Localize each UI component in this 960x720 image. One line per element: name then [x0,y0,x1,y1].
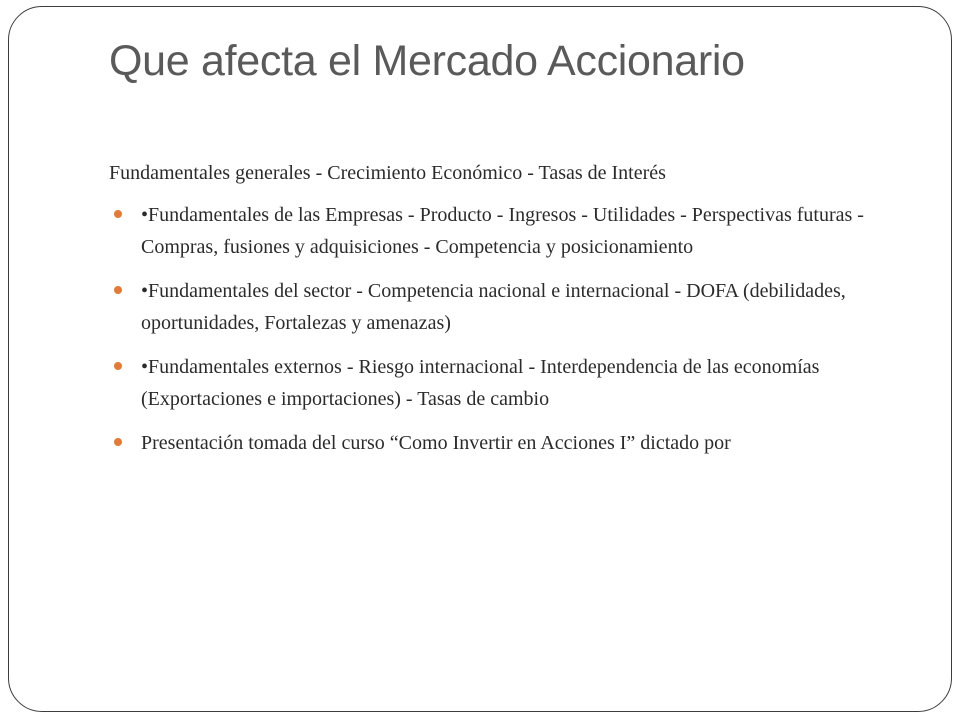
bullet-item [109,199,909,263]
bullet-dot-icon [114,286,122,294]
bullet-text: Presentación tomada del curso “Como Invertir en Acciones I” dictado por [141,432,731,454]
bullet-dot-icon [114,438,122,446]
slide-title: Que afecta el Mercado Accionario [109,37,745,85]
bullet-item [109,275,909,339]
slide-frame [8,6,952,712]
bullet-item [109,351,909,415]
bullet-text: •Fundamentales externos - Riesgo internacional - Interdependencia de las economías (Exportaciones e importaciones) - Tasas de cambio [141,356,820,410]
bullet-dot-icon [114,210,122,218]
bullet-item [109,427,909,459]
slide-body [109,157,909,471]
bullet-text: •Fundamentales del sector - Competencia nacional e internacional - DOFA (debilidades, oportunidades, Fortalezas y amenazas) [141,280,846,334]
bullet-text: •Fundamentales de las Empresas - Producto - Ingresos - Utilidades - Perspectivas futuras - Compras, fusiones y adquisiciones - Competencia y posicionamiento [141,204,864,258]
bullet-dot-icon [114,362,122,370]
intro-text: Fundamentales generales - Crecimiento Económico - Tasas de Interés [109,162,666,184]
